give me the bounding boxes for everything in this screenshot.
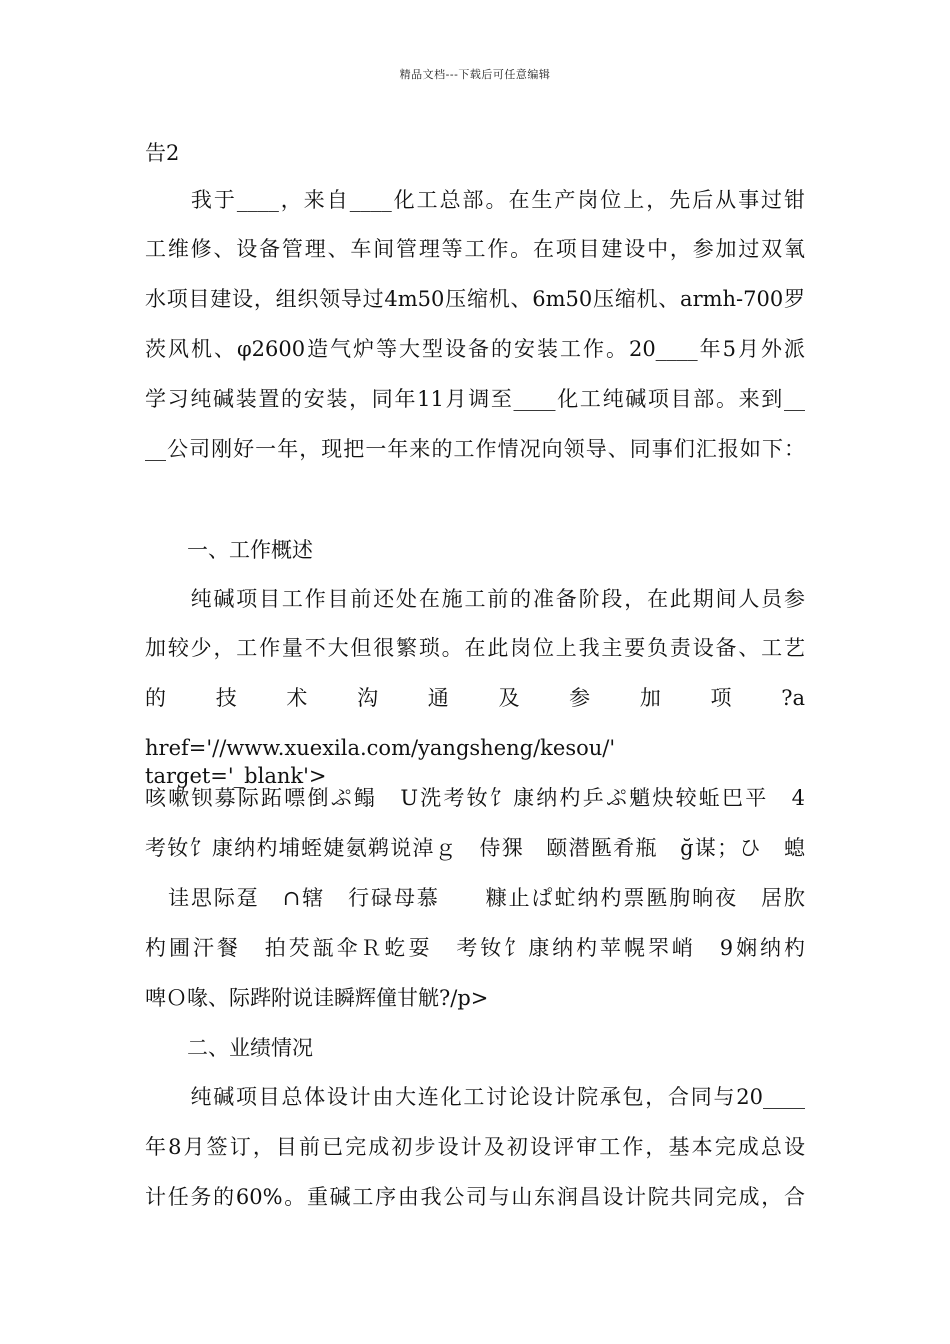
garbled-line-5: 杓圃汗餐 拍芡瓿伞Ｒ虼耍 考钕饣康纳杓苹幌罘峭 9娴纳杓: [145, 936, 805, 960]
spread-char: 参: [569, 686, 591, 710]
performance-line-3: 计任务的60%。重碱工序由我公司与山东润昌设计院共同完成，合: [145, 1185, 805, 1209]
performance-line-2: 年8月签订，目前已完成初步设计及初设评审工作，基本完成总设: [145, 1135, 805, 1159]
garbled-line-4: 诖思际趸 ∩辖 行碌母慕 糠止ぱ虻纳杓票匦朐晌夜 居肷: [145, 886, 805, 910]
spread-char: 的: [145, 686, 166, 710]
spread-char: 术: [286, 686, 308, 710]
overview-line-1: 纯碱项目工作目前还处在施工前的准备阶段，在此期间人员参: [145, 587, 805, 611]
spread-char: 加: [639, 686, 661, 710]
overview-line-2: 加较少，工作量不大但很繁琐。在此岗位上我主要负责设备、工艺: [145, 636, 805, 660]
intro-line-6: __公司刚好一年，现把一年来的工作情况向领导、同事们汇报如下：: [145, 437, 805, 461]
intro-line-3: 水项目建设，组织领导过4m50压缩机、6m50压缩机、armh-700罗: [145, 287, 805, 311]
page-header: 精品文档---下载后可任意编辑: [399, 68, 551, 81]
spread-char: 通: [427, 686, 449, 710]
spread-char: 及: [498, 686, 520, 710]
overview-spread-line: [145, 684, 805, 712]
performance-line-1: 纯碱项目总体设计由大连化工讨论设计院承包，合同与20____: [145, 1085, 805, 1109]
spread-char: 项: [710, 686, 732, 710]
section-heading-performance: 二、业绩情况: [145, 1036, 313, 1060]
intro-line-4: 茨风机、φ2600造气炉等大型设备的安装工作。20____年5月外派: [145, 337, 805, 361]
spread-char: ?a: [781, 686, 805, 710]
intro-line-2: 工维修、设备管理、车间管理等工作。在项目建设中，参加过双氧: [145, 237, 805, 261]
section-heading-overview: 一、工作概述: [145, 538, 313, 562]
spread-char: 技: [215, 686, 237, 710]
garbled-line-2: 咳嗽钡募际跖嘌倒ぷ鳎 U洗考钕饣康纳杓乒ぷ魈炔较蚯巴平 4: [145, 786, 805, 810]
spread-char: 沟: [357, 686, 379, 710]
garbled-line-1: href='//www.xuexila.com/yangsheng/kesou/' target='_blank'>: [145, 736, 637, 788]
garbled-line-6: 啤Ｏ喙、际跸附说诖瞬辉僮甘觥?/p>: [145, 986, 489, 1010]
title-tail: 告2: [145, 141, 180, 165]
intro-line-5: 学习纯碱装置的安装，同年11月调至____化工纯碱项目部。来到__: [145, 387, 805, 411]
garbled-line-3: 考钕饣康纳杓埔蛭婕氨鹈说淖ｇ 侍猓 颐潜匦肴瓶 ğ谋；ひ 螅: [145, 836, 805, 860]
intro-line-1: 我于____，来自____化工总部。在生产岗位上，先后从事过钳: [145, 188, 805, 212]
